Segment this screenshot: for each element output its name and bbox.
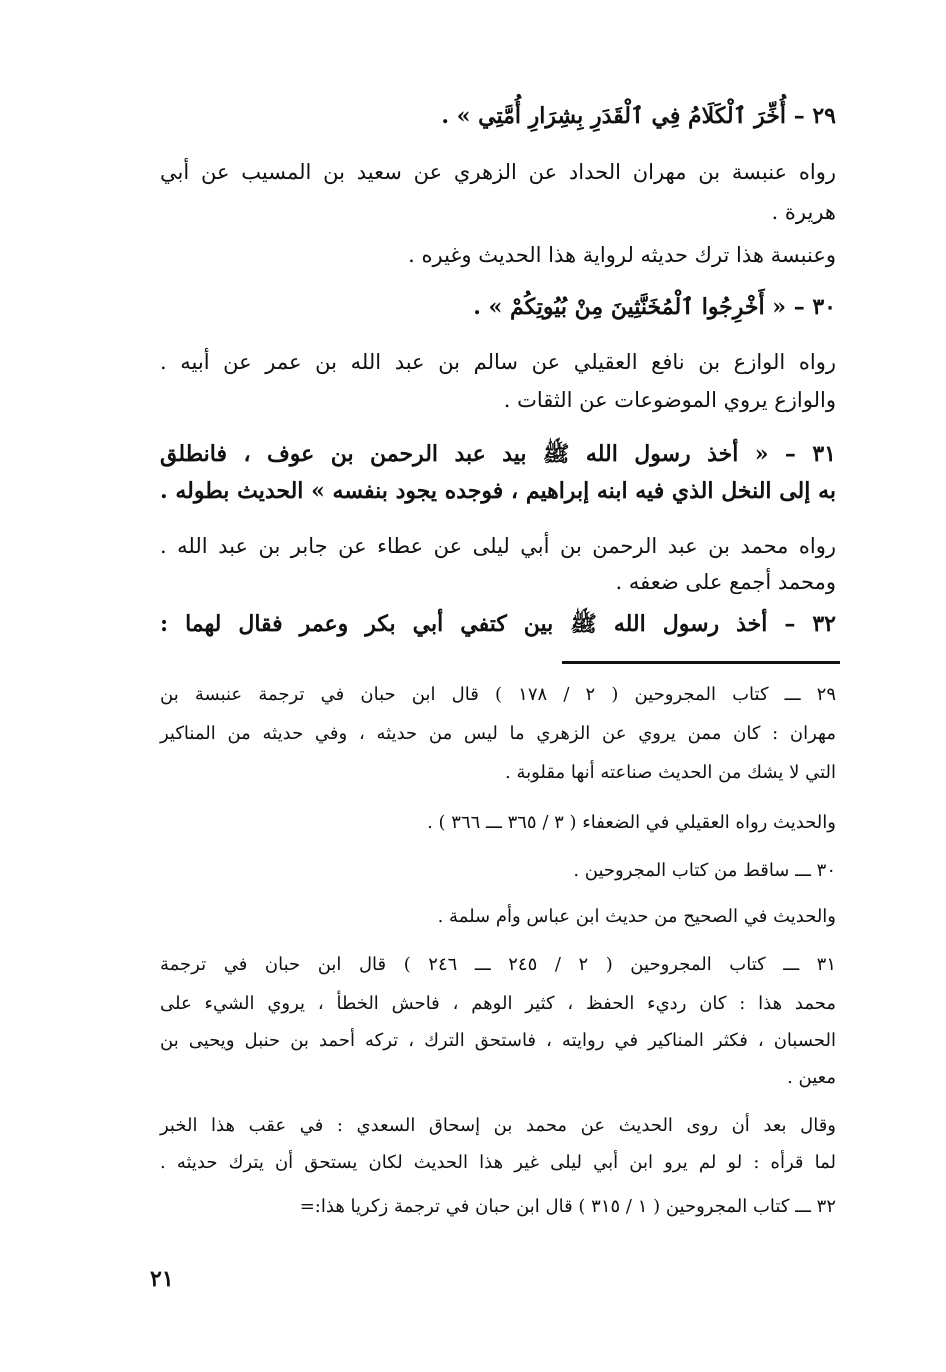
hadith-31-narration: رواه محمد بن عبد الرحمن بن أبي ليلى عن عطاء عن جابر بن عبد الله . [160, 534, 836, 558]
footnote-29-line-1: ٢٩ ـــ كتاب المجروحين ( ٢ / ١٧٨ ) قال ابن حبان في ترجمة عنبسة بن [160, 684, 836, 705]
footnote-29-line-3: التي لا يشك من الحديث صناعته أنها مقلوبة . [505, 762, 836, 783]
page-number: ٢١ [150, 1266, 174, 1292]
footnote-30: ٣٠ ـــ ساقط من كتاب المجروحين . [573, 860, 836, 881]
hadith-29-narration-line-2: هريرة . [771, 200, 836, 224]
footnote-31-line-5: وقال بعد أن روى الحديث عن محمد بن إسحاق السعدي : في عقب هذا الخبر [160, 1115, 836, 1136]
footnote-32: ٣٢ ـــ كتاب المجروحين ( ١ / ٣١٥ ) قال ابن حبان في ترجمة زكريا هذا:= [299, 1196, 836, 1217]
hadith-29-comment: وعنبسة هذا ترك حديثه لرواية هذا الحديث وغيره . [408, 243, 836, 267]
footnote-29-line-2: مهران : كان ممن يروي عن الزهري ما ليس من حديثه ، وفي حديثه من المناكير [160, 723, 836, 744]
footnote-31-line-6: لما قرأه : لو لم يرو ابن أبي ليلى غير هذا الحديث لكان يستحق أن يترك حديثه . [160, 1152, 836, 1173]
footnote-31-line-1: ٣١ ـــ كتاب المجروحين ( ٢ / ٢٤٥ ـــ ٢٤٦ ) قال ابن حبان في ترجمة [160, 954, 836, 975]
hadith-31-comment: ومحمد أجمع على ضعفه . [615, 570, 836, 594]
hadith-29-narration-line-1: رواه عنبسة بن مهران الحداد عن الزهري عن سعيد بن المسيب عن أبي [160, 160, 836, 184]
hadith-31-heading-line-2: به إلى النخل الذي فيه ابنه إبراهيم ، فوجده يجود بنفسه » الحديث بطوله . [160, 478, 836, 504]
hadith-30-comment: والوازع يروي الموضوعات عن الثقات . [503, 388, 836, 412]
hadith-29-heading: ٢٩ – أُخِّرَ ٱلْكَلَامُ فِي ٱلْقَدَرِ بِشِرَارِ أُمَّتِي » . [441, 103, 836, 129]
footnote-30-source: والحديث في الصحيح من حديث ابن عباس وأم سلمة . [437, 906, 836, 927]
footnote-31-line-3: الحسبان ، فكثر المناكير في روايته ، فاستحق الترك ، تركه أحمد بن حنبل ويحيى بن [160, 1030, 836, 1051]
footnote-separator [562, 661, 840, 664]
footnote-31-line-4: معين . [787, 1067, 836, 1088]
hadith-30-narration: رواه الوازع بن نافع العقيلي عن سالم بن عبد الله بن عمر عن أبيه . [160, 350, 836, 374]
hadith-30-heading: ٣٠ – « أَخْرِجُوا ٱلْمُخَنَّثِينَ مِنْ بُيُوتِكُمْ » . [473, 294, 836, 320]
hadith-32-heading: ٣٢ – أخذ رسول الله ﷺ بين كتفي أبي بكر وعمر فقال لهما : [160, 611, 836, 637]
hadith-31-heading-line-1: ٣١ – « أخذ رسول الله ﷺ بيد عبد الرحمن بن عوف ، فانطلق [160, 441, 836, 467]
footnote-31-line-2: محمد هذا : كان رديء الحفظ ، كثير الوهم ، فاحش الخطأ ، يروي الشيء على [160, 993, 836, 1014]
footnote-29-source: والحديث رواه العقيلي في الضعفاء ( ٣ / ٣٦٥ ـــ ٣٦٦ ) . [427, 812, 836, 833]
